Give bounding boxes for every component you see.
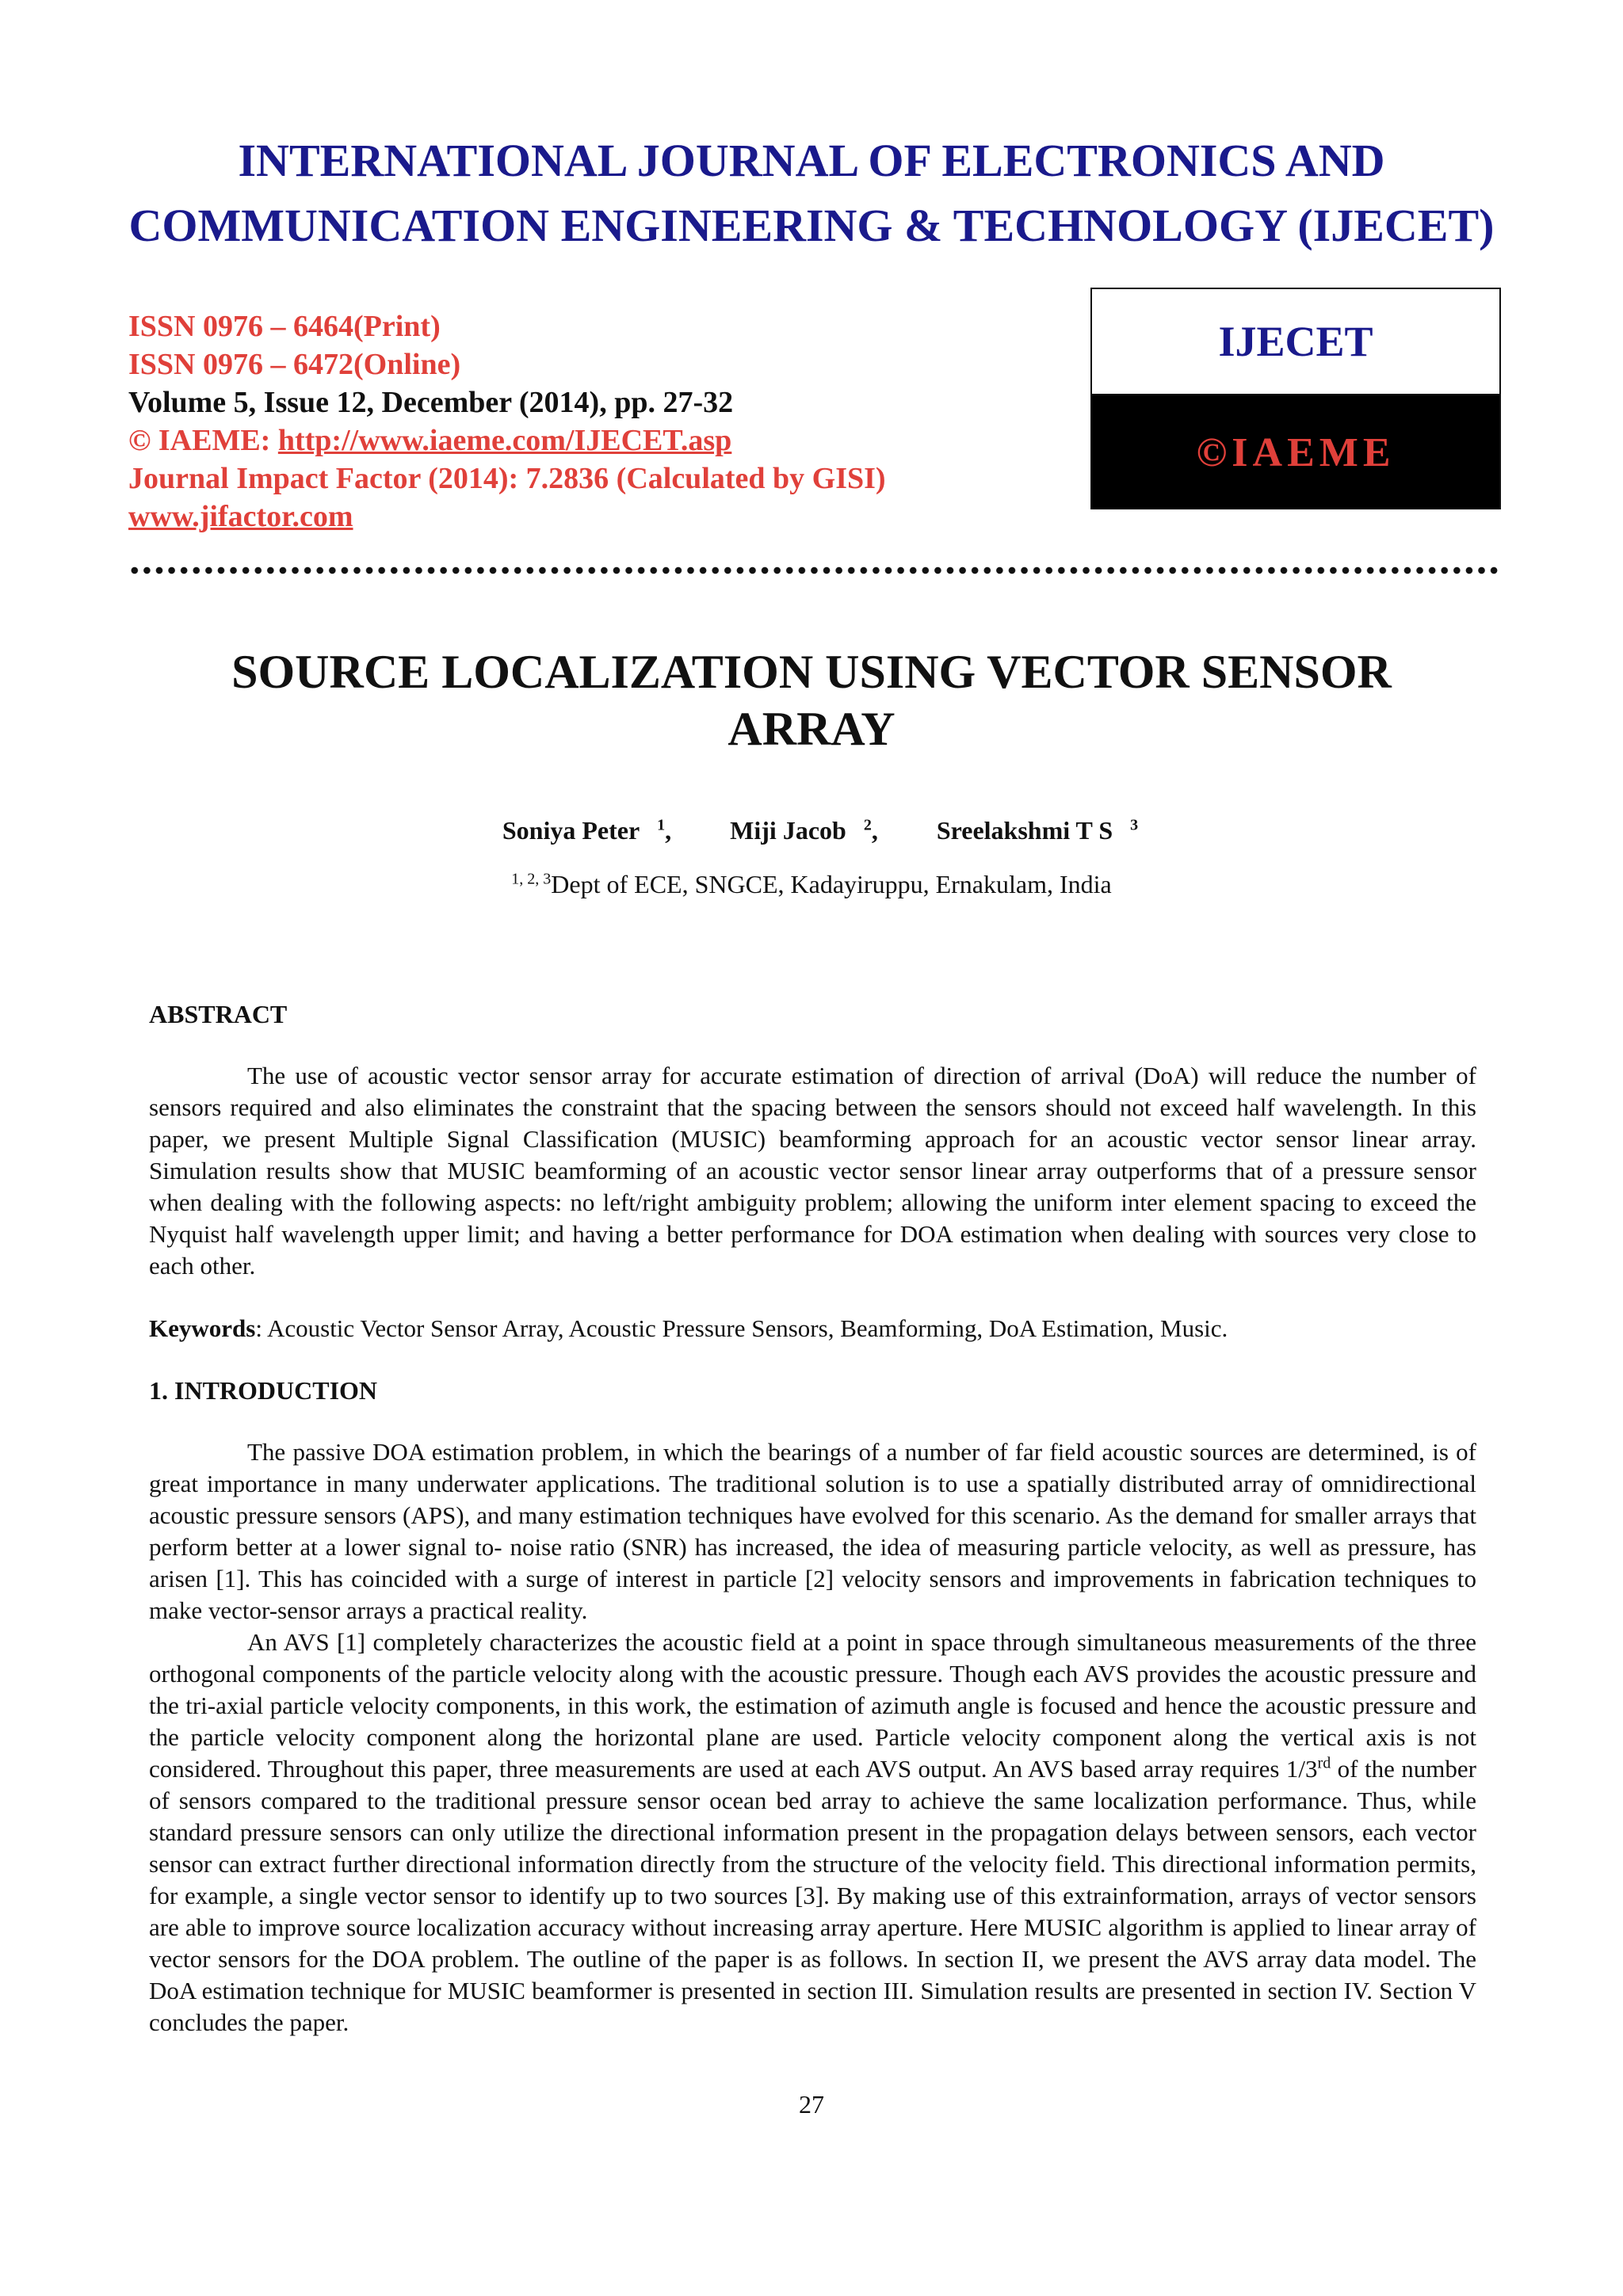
issn-online: ISSN 0976 – 6472(Online) xyxy=(128,348,461,381)
author: Soniya Peter $^1$, xyxy=(502,816,672,845)
keywords-text: : Acoustic Vector Sensor Array, Acoustic Pressure Sensors, Beamforming, DoA Estimation, Music. xyxy=(255,1314,1228,1342)
author: Sreelakshmi T S $^3$ xyxy=(936,816,1139,845)
paper-title-line-1: SOURCE LOCALIZATION USING VECTOR SENSOR xyxy=(231,646,1392,698)
iaeme-link[interactable]: http://www.iaeme.com/IJECET.asp xyxy=(277,424,732,457)
keywords-label: Keywords xyxy=(149,1314,256,1342)
volume-info: Volume 5, Issue 12, December (2014), pp. 27-32 xyxy=(128,386,734,419)
iaeme-line xyxy=(128,421,886,460)
logo-publisher: ©IAEME xyxy=(1092,395,1499,509)
journal-meta xyxy=(128,307,886,536)
dotted-divider xyxy=(128,566,1499,575)
issn-print: ISSN 0976 – 6464(Print) xyxy=(128,310,441,343)
author: Miji Jacob $^2$, xyxy=(730,816,878,845)
affiliation xyxy=(0,870,1623,899)
logo-title: IJECET xyxy=(1092,289,1499,395)
abstract-text: The use of acoustic vector sensor array for accurate estimation of direction of arrival (DoA) will reduce the number of sensors required and also eliminates the constraint that the spacing between the sensors should not exceed half wavelength. In this paper, we present Multiple Signal Classification (MUSIC) beamforming approach for an acoustic vector sensor linear array. Simulation results show that MUSIC beamforming of an acoustic vector sensor linear array outperforms that of a pressure sensor when dealing with the following aspects: no left/right ambiguity problem; allowing the uniform inter element spacing to exceed the Nyquist half wavelength upper limit; and having a better performance for DOA estimation when dealing with sources very close to each other. xyxy=(149,1062,1476,1280)
author-list xyxy=(0,816,1623,845)
journal-title xyxy=(0,128,1623,258)
iaeme-prefix: © IAEME: xyxy=(128,424,278,457)
journal-title-line-1: INTERNATIONAL JOURNAL OF ELECTRONICS AND xyxy=(238,135,1385,186)
introduction-text xyxy=(149,1436,1476,2039)
affiliation-text: Dept of ECE, SNGCE, Kadayiruppu, Ernakulam, India xyxy=(551,870,1112,898)
keywords xyxy=(149,1313,1476,1344)
introduction-heading: 1. INTRODUCTION xyxy=(149,1376,378,1405)
intro-paragraph-1: The passive DOA estimation problem, in which the bearings of a number of far field acoustic sources are determined, is of great importance in many underwater applications. The traditional solution is to use a spatially distributed array of omnidirectional acoustic pressure sensors (APS), and many estimation techniques have evolved for this scenario. As the demand for smaller arrays that perform better at a lower signal to- noise ratio (SNR) has increased, the idea of measuring particle velocity, as well as pressure, has arisen [1]. This has coincided with a surge of interest in particle [2] velocity sensors and improvements in fabrication techniques to make vector-sensor arrays a practical reality. xyxy=(149,1438,1476,1624)
abstract-heading: ABSTRACT xyxy=(149,1000,288,1028)
jifactor-link[interactable]: www.jifactor.com xyxy=(128,500,353,533)
affiliation-marks: 1, 2, 3 xyxy=(511,870,552,888)
page-number: 27 xyxy=(799,2090,824,2119)
intro-paragraph-2: An AVS [1] completely characterizes the acoustic field at a point in space through simultaneous measurements of the three orthogonal components of the particle velocity along with the acoustic pressure. Though each AVS provides the acoustic pressure and the tri-axial particle velocity components, in this work, the estimation of azimuth angle is focused and hence the acoustic pressure and the particle velocity component along the horizontal plane are used. Particle velocity component along the vertical axis is not considered. Throughout this paper, three measurements are used at each AVS output. An AVS based array requires 1/3rd of the number of sensors compared to the traditional pressure sensor ocean bed array to achieve the same localization performance. Thus, while standard pressure sensors can only utilize the directional information present in the propagation delays between sensors, each vector sensor can extract further directional information directly from the structure of the velocity field. This directional information permits, for example, a single vector sensor to identify up to two sources [3]. By making use of this extrainformation, arrays of vector sensors are able to improve source localization accuracy without increasing array aperture. Here MUSIC algorithm is applied to linear array of vector sensors for the DOA problem. The outline of the paper is as follows. In section II, we present the AVS array data model. The DoA estimation technique for MUSIC beamformer is presented in section III. Simulation results are presented in section IV. Section V concludes the paper. xyxy=(149,1628,1476,2036)
journal-title-line-2: COMMUNICATION ENGINEERING & TECHNOLOGY (IJECET) xyxy=(128,200,1495,251)
paper-title xyxy=(0,643,1623,757)
journal-logo xyxy=(1090,288,1501,509)
paper-title-line-2: ARRAY xyxy=(727,703,896,755)
impact-factor: Journal Impact Factor (2014): 7.2836 (Calculated by GISI) xyxy=(128,462,886,495)
